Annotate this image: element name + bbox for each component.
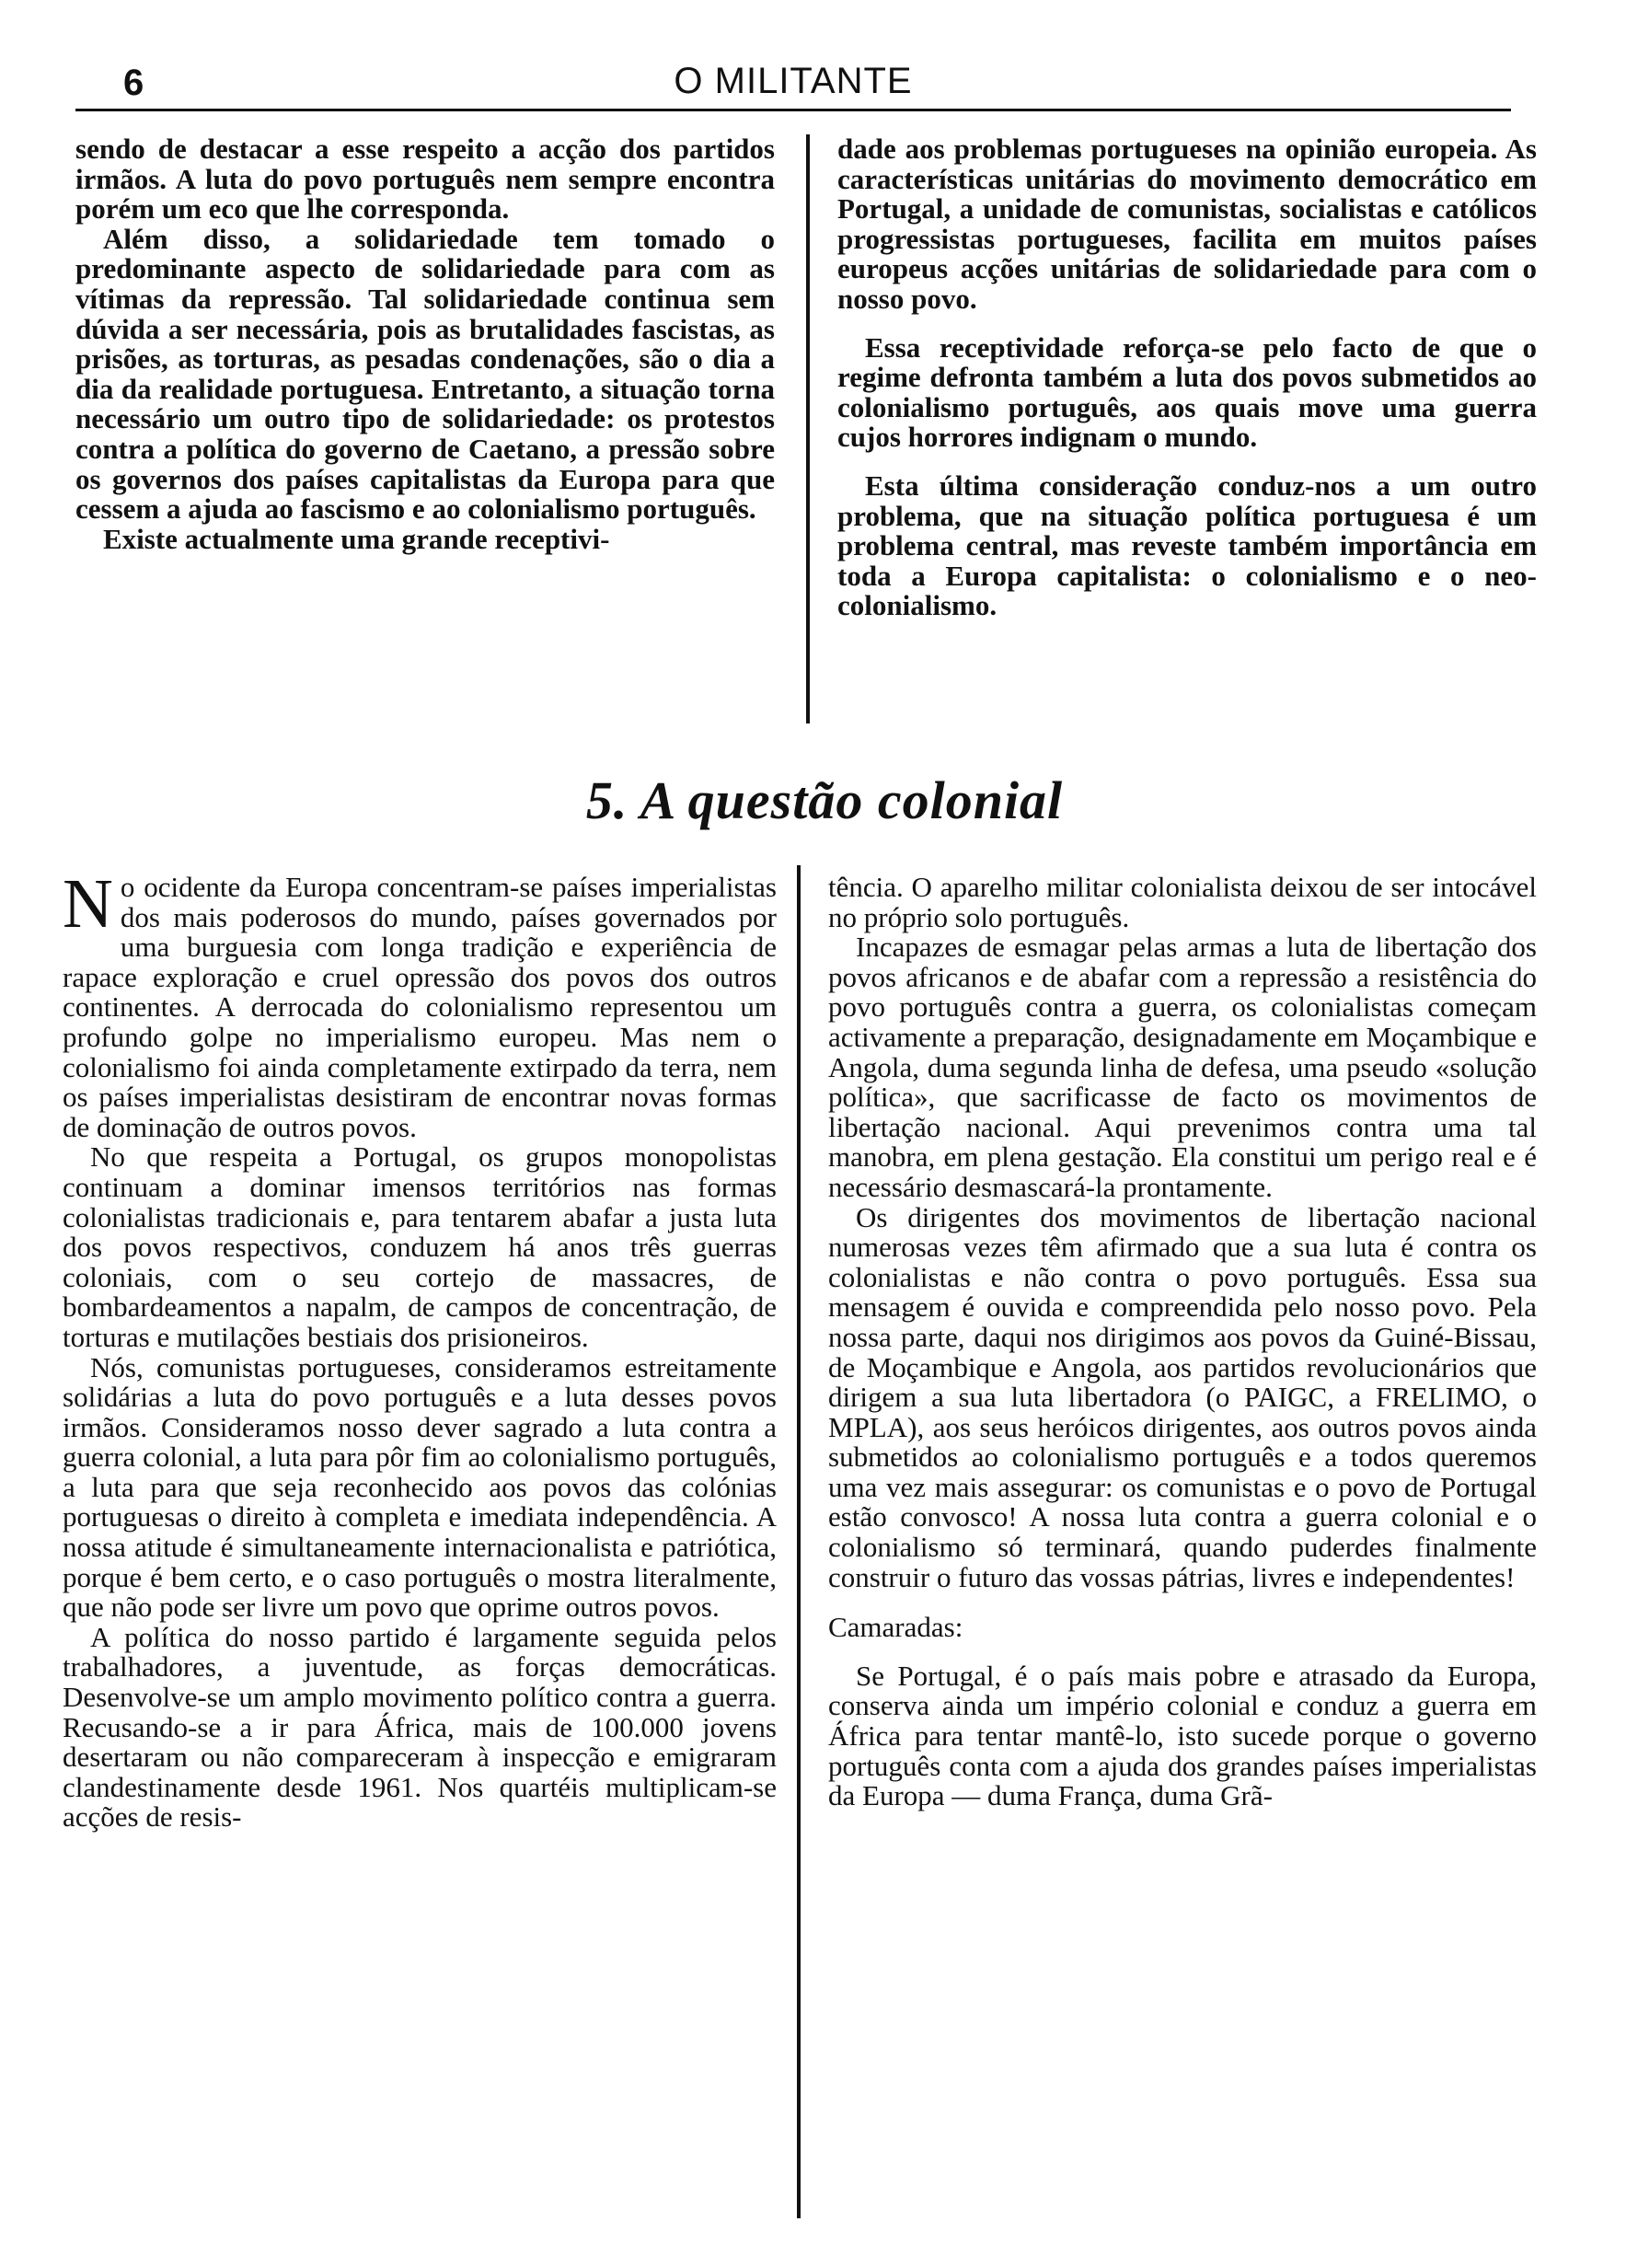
paragraph: A política do nosso partido é largamente seguida pelos trabalhadores, a juventude, as forças democráticas. Desenvolve-se um amplo movimento político contra a guerra. Recusando-se a ir para África, mais de 100.000 jovens desertaram ou não compareceram à inspecção e emigraram clandestinamente desde 1961. Nos quartéis multiplicam-se acções de resis- [63, 1620, 777, 1834]
paragraph: Os dirigentes dos movimentos de libertação nacional numerosas vezes têm afirmado que a sua luta é contra os colonialistas e não contra o povo português. Essa sua mensagem é ouvida e compreendida pelo nosso povo. Pela nossa parte, daqui nos dirigimos aos povos da Guiné-Bissau, de Moçambique e Angola, aos partidos revolucionários que dirigem a sua luta libertadora (o PAIGC, a FRELIMO, o MPLA), aos seus heróicos dirigentes, aos outros povos ainda submetidos ao colonialismo português e a todos queremos uma vez mais assegurar: os comunistas e o povo de Portugal estão convosco! A nossa luta contra a guerra colonial e o colonialismo só terminará, quando puderdes finalmente construir o futuro das vossas pátrias, livres e independentes! [828, 1200, 1537, 1593]
column-divider [806, 134, 810, 723]
drop-cap: N [63, 873, 113, 943]
paragraph: No que respeita a Portugal, os grupos monopolistas continuam a dominar imensos territórios nas formas colonialistas tradicionais e, para tentarem abafar a justa luta dos povos respectivos, conduzem há anos três guerras coloniais, com o seu cortejo de massacres, de bombardeamentos a napalm, de campos de concentração, de torturas e mutilações bestiais dos prisioneiros. [63, 1140, 777, 1353]
page-number: 6 [123, 63, 144, 103]
paragraph: dade aos problemas portugueses na opinião europeia. As características unitárias do movimento democrático em Portugal, a unidade de comunistas, socialistas e católicos progressistas portugueses, facilita em muitos países europeus acções unitárias de solidariedade para com o nosso povo. [837, 134, 1537, 315]
top-left-column [75, 134, 775, 733]
paragraph: tência. O aparelho militar colonialista deixou de ser intocável no próprio solo português. [828, 873, 1537, 933]
salutation: Camaradas: [828, 1611, 963, 1644]
paragraph: Além disso, a solidariedade tem tomado o predominante aspecto de solidariedade para com as vítimas da repressão. Tal solidariedade continua sem dúvida a ser necessária, pois as brutalidades fascistas, as prisões, as torturas, as pesadas condenações, são o dia a dia da realidade portuguesa. Entretanto, a situação torna necessário um outro tipo de solidariedade: os protestos contra a política do governo de Caetano, a pressão sobre os governos dos países capitalistas da Europa para que cessem a ajuda ao fascismo e ao colonialismo português. [75, 222, 775, 526]
paragraph: Esta última consideração conduz-nos a um outro problema, que na situação política portuguesa é um problema central, mas reveste também importância em toda a Europa capitalista: o colonialismo e o neo-colonialismo. [837, 469, 1537, 622]
section-title: 5. A questão colonial [585, 770, 1064, 830]
paragraph: sendo de destacar a esse respeito a acção dos partidos irmãos. A luta do povo português nem sempre encontra porém um eco que lhe corresponda. [75, 134, 775, 226]
bottom-right-column [828, 873, 1537, 2235]
top-right-column [837, 134, 1537, 733]
paragraph: Existe actualmente uma grande receptivi- [103, 522, 610, 555]
column-divider [797, 865, 801, 2218]
paragraph: Incapazes de esmagar pelas armas a luta de libertação dos povos africanos e de abafar com a repressão a resistência do povo português contra a guerra, os colonialistas começam activamente a preparação, designadamente em Moçambique e Angola, duma segunda linha de defesa, uma pseudo «solução política», que sacrificasse de facto os movimentos de libertação nacional. Aqui prevenimos contra uma tal manobra, em plena gestação. Ela constitui um perigo real e é necessário desmascará-la prontamente. [828, 931, 1537, 1203]
running-title: O MILITANTE [674, 61, 913, 101]
page-header [75, 59, 1511, 111]
paragraph: Nós, comunistas portugueses, consideramos estreitamente solidárias a luta do povo português e a luta desses povos irmãos. Consideramos nosso dever sagrado a luta contra a guerra colonial, a luta para pôr fim ao colonialismo português, a luta para que seja reconhecido aos povos das colónias portuguesas o direito à completa e imediata independência. A nossa atitude é simultaneamente internacionalista e patriótica, porque é bem certo, e o caso português o mostra literalmente, que não pode ser livre um povo que oprime outros povos. [63, 1350, 777, 1624]
paragraph: Se Portugal, é o país mais pobre e atrasado da Europa, conserva ainda um império colonial e conduz a guerra em África para tentar mantê-lo, isto sucede porque o governo português conta com a ajuda dos grandes países imperialistas da Europa — duma França, duma Grã- [828, 1659, 1537, 1812]
paragraph: Essa receptividade reforça-se pelo facto de que o regime defronta também a luta dos povos submetidos ao colonialismo português, aos quais move uma guerra cujos horrores indignam o mundo. [837, 330, 1537, 454]
paragraph [63, 873, 777, 1142]
bottom-left-column [63, 873, 777, 2235]
paragraph-text: o ocidente da Europa concentram-se países imperialistas dos mais poderosos do mundo, países governados por uma burguesia com longa tradição e experiência de rapace exploração e cruel opressão dos povos dos outros continentes. A derrocada do colonialismo representou um profundo golpe no imperialismo europeu. Mas nem o colonialismo foi ainda completamente extirpado da terra, nem os países imperialistas desistiram de encontrar novas formas de dominação de outros povos. [63, 873, 777, 1143]
